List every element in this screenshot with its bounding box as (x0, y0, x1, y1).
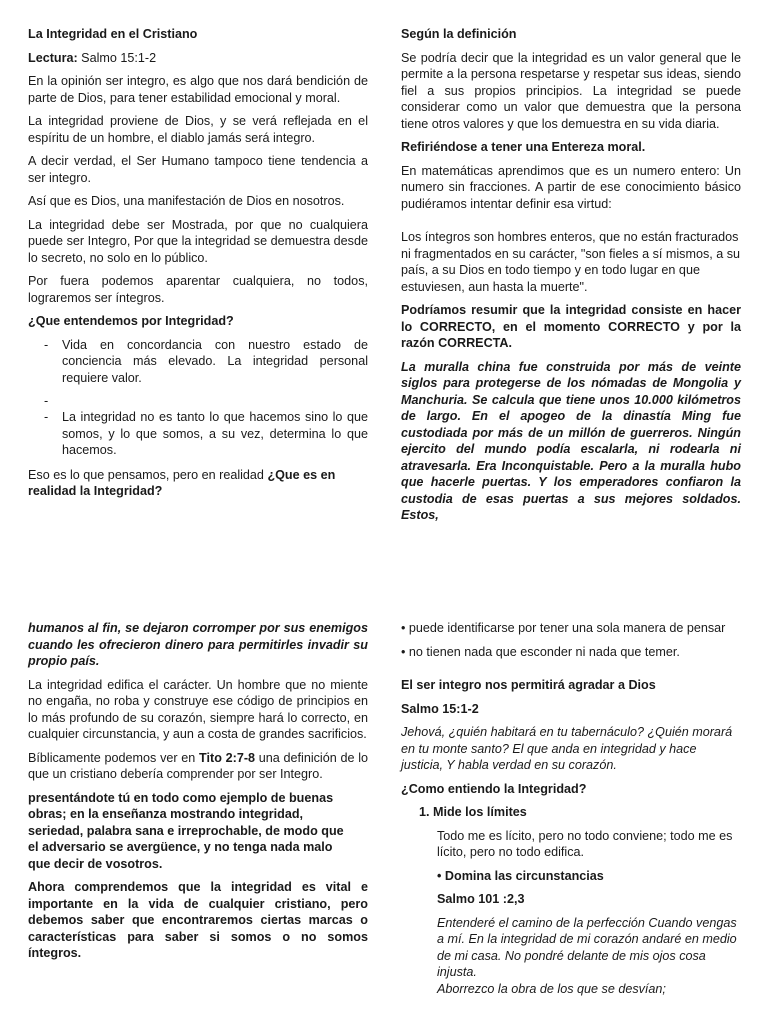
conclusion-paragraph: Ahora comprendemos que la integridad es vital e importante en la vida de cualquier cristiano, pero debemos saber que encontraremos ciertas marcas o características para saber si somos o no somos íntegros. (28, 880, 368, 960)
paragraph: La integridad edifica el carácter. Un hombre que no miente no engaña, no roba y construye ese código de principios en lo más profundo de su corazón, siempre hará lo correcto, en cualquier circunstancia, y aun a costa de grandes sacrificios. (28, 677, 368, 741)
bible-verse: presentándote tú en todo como ejemplo de buenas obras; en la enseñanza mostrando integridad, seriedad, palabra sana e irreprochable, de modo que el adversario se avergüence, y no tenga nada malo que decir de vosotros. (28, 790, 344, 871)
bible-verse: Jehová, ¿quién habitará en tu tabernáculo? ¿Quién morará en tu monte santo? El que anda en integridad y hace justicia, Y habla verdad en su corazón. (401, 725, 733, 772)
closing-text: Eso es lo que pensamos, pero en realidad (28, 467, 268, 482)
document-title: La Integridad en el Cristiano (28, 27, 198, 41)
dash-list (28, 337, 368, 459)
section-heading: ¿Como entiendo la Integridad? (401, 781, 587, 796)
list-item: - Vida en concordancia con nuestro estado de conciencia más elevado. La integridad personal requiere valor. (28, 337, 368, 387)
bullet-item: • no tienen nada que esconder ni nada que temer. (401, 644, 680, 659)
reading-label: Lectura: (28, 50, 78, 65)
section-heading: Refiriéndose a tener una Entereza moral. (401, 140, 646, 154)
closing-paragraph (28, 467, 368, 500)
page1-right-column (401, 26, 741, 531)
paragraph (28, 750, 368, 783)
section-heading: El ser integro nos permitirá agradar a Dios (401, 678, 656, 692)
bible-verse-cut: Aborrezco la obra de los que se desvían; (437, 981, 666, 996)
list-item: - La integridad no es tanto lo que hacemos sino lo que somos, y lo que somos, a su vez, determina lo que hacemos. (28, 409, 368, 459)
paragraph: En matemáticas aprendimos que es un numero entero: Un numero sin fracciones. A partir de ese conocimiento básico pudiéramos intentar definir esa virtud: (401, 163, 741, 211)
great-wall-story-continued: humanos al fin, se dejaron corromper por sus enemigos cuando les ofrecieron dinero para permitirles invadir su propio país. (28, 621, 368, 668)
paragraph: Por fuera podemos aparentar cualquiera, no todos, lograremos ser íntegros. (28, 274, 368, 305)
bullet-item: • puede identificarse por tener una sola manera de pensar (401, 621, 726, 635)
summary-paragraph: Podríamos resumir que la integridad consiste en hacer lo CORRECTO, en el momento CORRECTO y por la razón CORRECTA. (401, 303, 741, 350)
numbered-heading: 1. Mide los límites (419, 805, 527, 819)
paragraph: En la opinión ser integro, es algo que nos dará bendición de parte de Dios, para tener estabilidad emocional y moral. (28, 74, 368, 105)
paragraph: La integridad debe ser Mostrada, por que no cualquiera puede ser Integro, Por que la integridad se demuestra desde lo secreto, no solo en lo público. (28, 217, 368, 265)
bible-reference: Salmo 15:1-2 (401, 701, 479, 716)
page2-right-column (401, 620, 741, 1004)
paragraph: Todo me es lícito, pero no todo conviene; todo me es lícito, pero no todo edifica. (437, 828, 733, 859)
paragraph: La integridad proviene de Dios, y se verá reflejada en el espíritu de un hombre, el diablo jamás será integro. (28, 114, 368, 145)
bullet-heading: • Domina las circunstancias (437, 868, 604, 883)
reading-reference: Salmo 15:1-2 (77, 50, 157, 65)
bible-reference: Tito 2:7-8 (199, 750, 256, 765)
paragraph-text: Bíblicamente podemos ver en (28, 750, 200, 765)
paragraph: Se podría decir que la integridad es un valor general que le permite a la persona respetarse y respetar sus ideas, siendo fiel a sus propios principios. La integridad se puede considerar como un valor que demuestra que la persona tiene otros valores y que los demuestra en su vida diaria. (401, 50, 741, 131)
spacer (401, 667, 741, 677)
paragraph: Los íntegros son hombres enteros, que no están fracturados ni fragmentados en su carácter, "son fieles a sí mismos, a su país, a su Dios en todo tiempo y en todo lugar en que estuviesen, aun hasta la muerte". (401, 230, 741, 294)
page1-left-column (28, 26, 368, 507)
great-wall-story: La muralla china fue construida por más de veinte siglos para protegerse de los nómadas de Mongolia y Manchuria. Se calcula que tiene unos 10.000 kilómetros de largo. En el apogeo de la dinastía Ming fue custodiada por más de un millón de guerreros. Ningún ejercito del mundo podía escalarla, ni rodearla ni atravesarla. Era Inconquistable. Pero a la muralla hubo que hacerle puertas. Y los emperadores confiaron la custodia de esas puertas a sus mejores soldados. Estos, (401, 359, 741, 522)
paragraph: A decir verdad, el Ser Humano tampoco tiene tendencia a ser integro. (28, 154, 368, 185)
section-heading: ¿Que entendemos por Integridad? (28, 314, 234, 328)
reading-line (28, 50, 368, 67)
list-spacer (28, 393, 368, 409)
page2-left-column (28, 620, 368, 969)
section-heading: Según la definición (401, 27, 517, 41)
bible-reference: Salmo 101 :2,3 (437, 892, 525, 906)
spacer (401, 219, 741, 229)
paragraph: Así que es Dios, una manifestación de Dios en nosotros. (28, 194, 345, 208)
closing-question: ¿Que es en realidad la Integridad? (28, 467, 336, 498)
paragraph-text: una definición de lo que un cristiano debería comprender por ser Integro. (28, 750, 368, 781)
bible-verse: Entenderé el camino de la perfección Cuando vengas a mí. En la integridad de mi corazón andaré en medio de mi casa. No pondré delante de mis ojos cosa injusta. (437, 915, 737, 979)
